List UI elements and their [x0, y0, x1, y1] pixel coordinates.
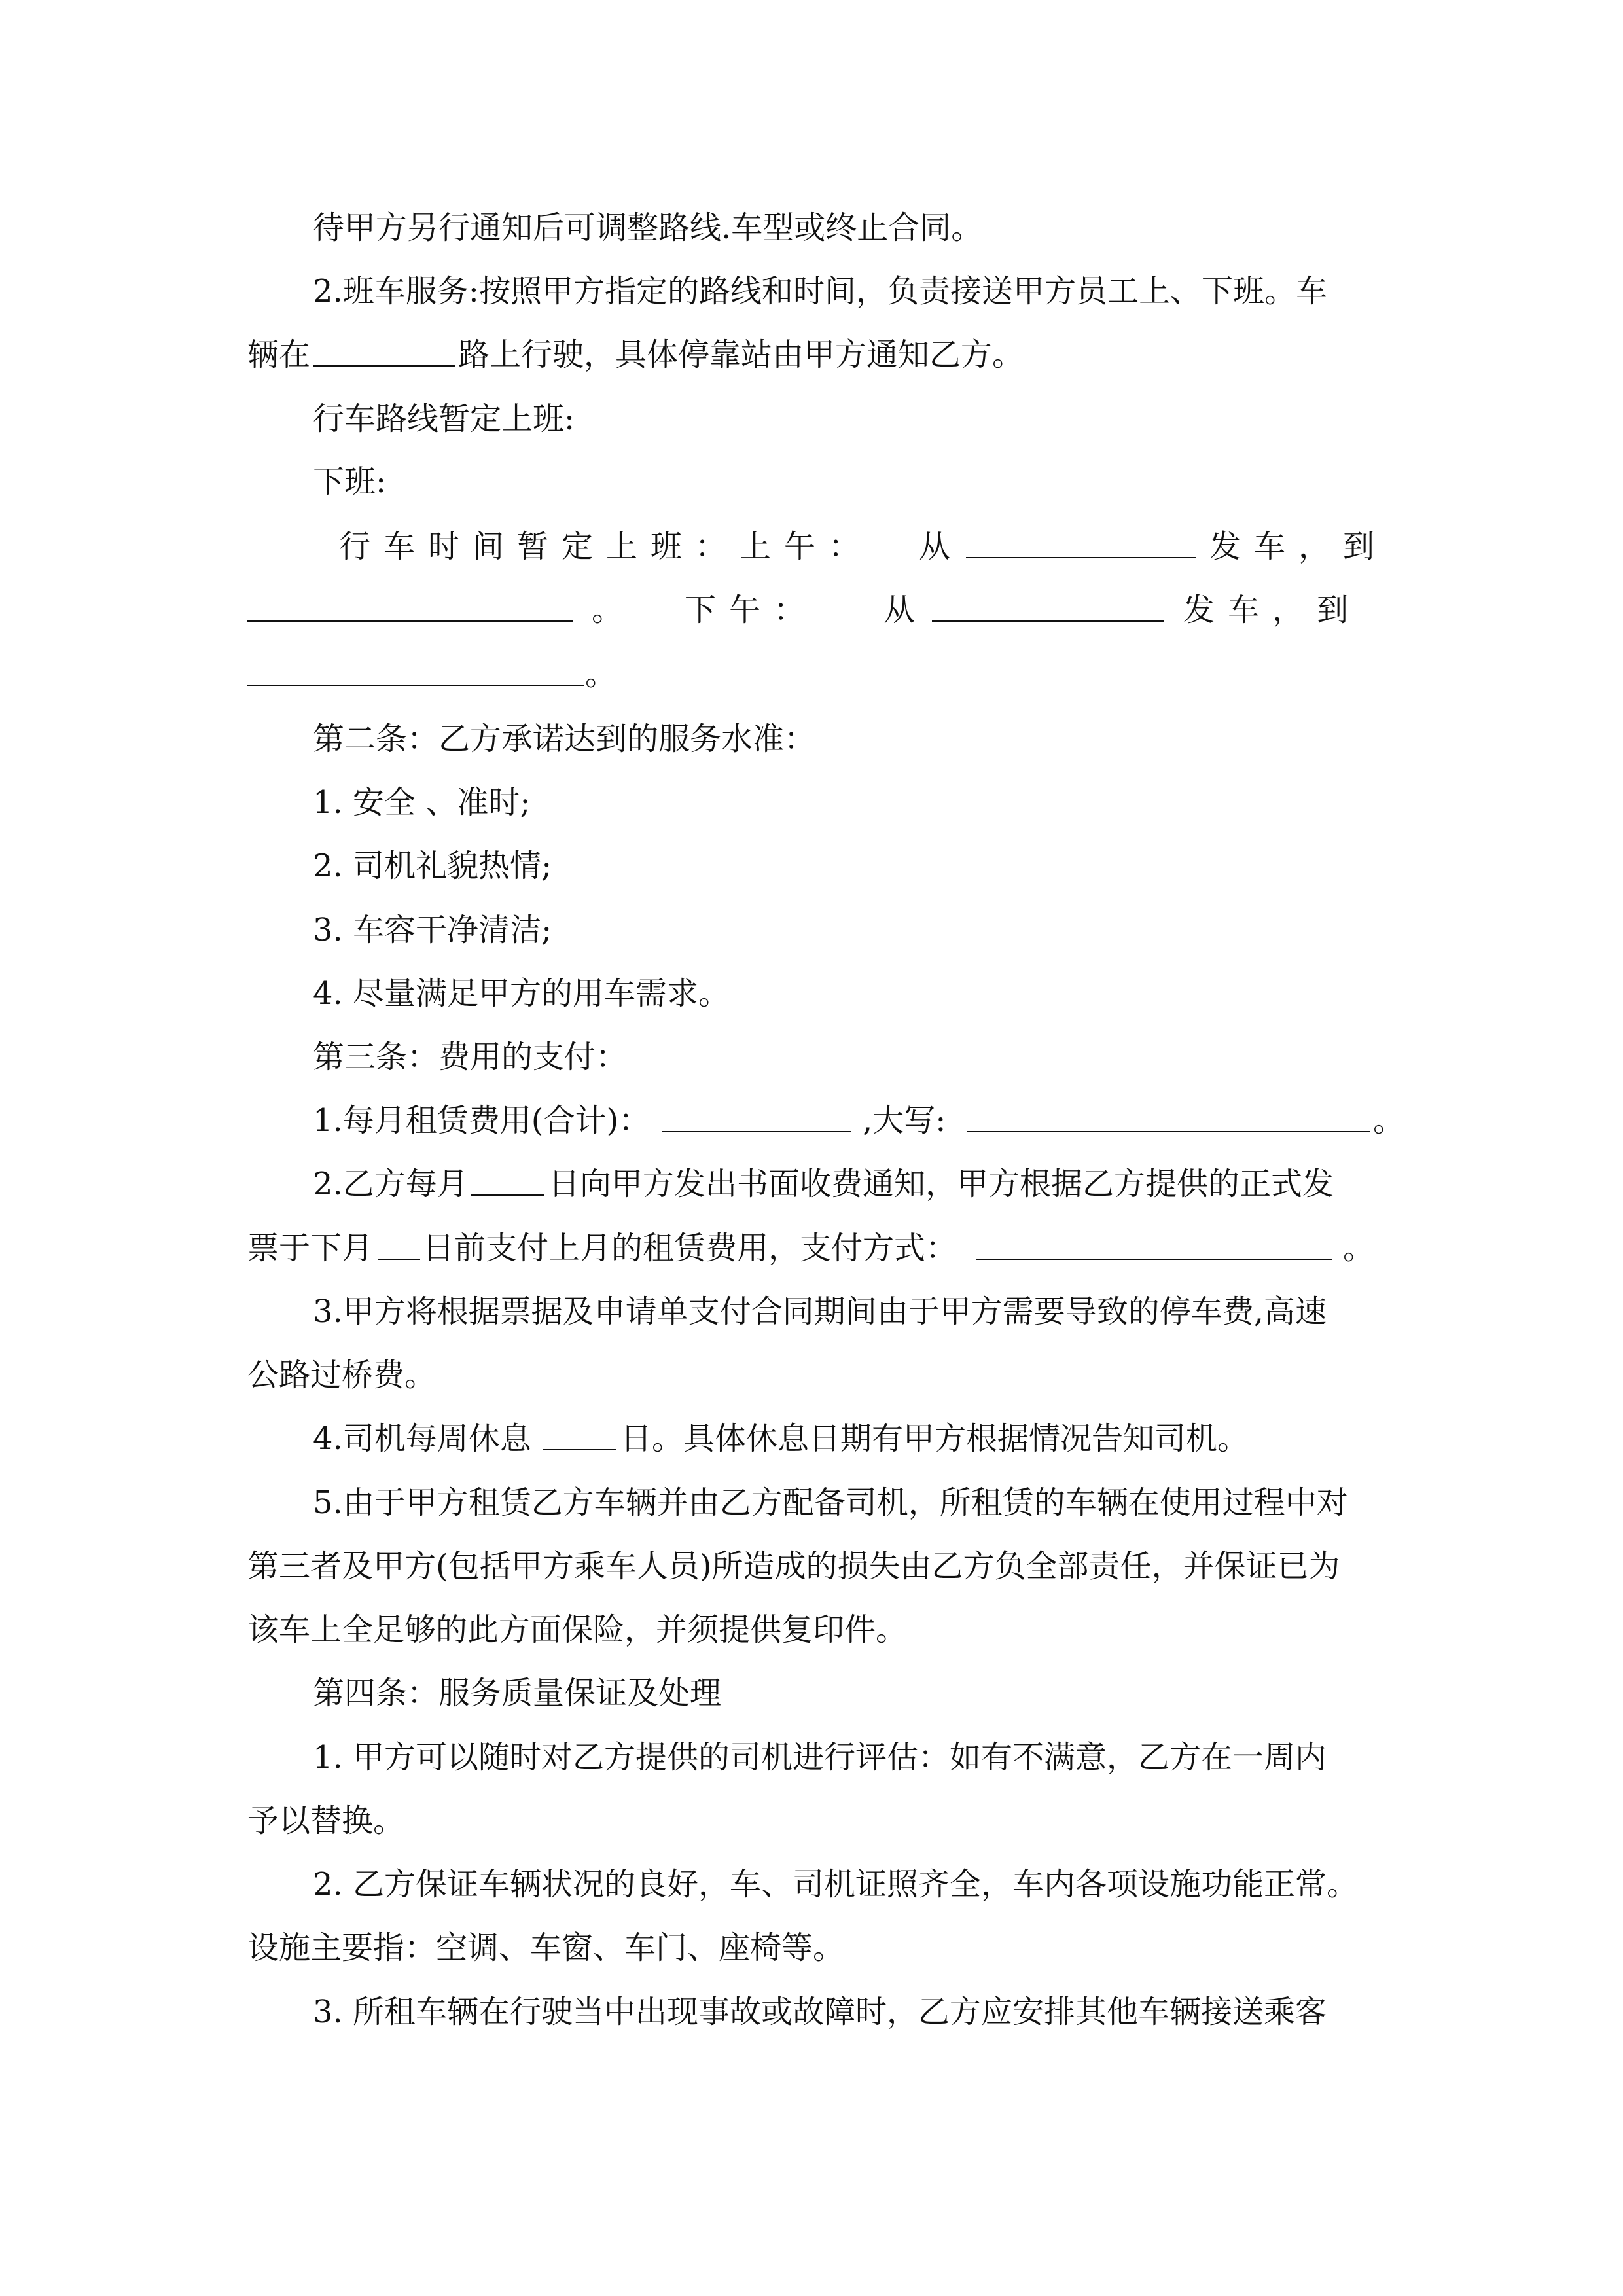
text-line — [0, 462, 1623, 501]
paragraph-text: 行车路线暂定上班: — [313, 401, 575, 437]
text-line — [0, 527, 1623, 566]
paragraph-text: 第三者及甲方(包括甲方乘车人员)所造成的损失由乙方负全部责任，并保证已为 — [247, 1548, 1340, 1585]
paragraph-text: 票于下月 — [247, 1230, 374, 1266]
fill-in-blank[interactable] — [471, 1194, 544, 1196]
text-line — [0, 1865, 1623, 1904]
paragraph-text: 2. 乙方保证车辆状况的良好，车、司机证照齐全，车内各项设施功能正常。 — [313, 1866, 1359, 1903]
text-line — [0, 335, 1623, 374]
paragraph-text: 下班: — [313, 463, 387, 500]
paragraph-text: 日前支付上月的租赁费用，支付方式： — [423, 1230, 957, 1266]
paragraph-text: 予以替换。 — [247, 1803, 405, 1839]
paragraph-text: 。 — [585, 656, 617, 692]
paragraph-text: 行车时间暂定上班：上午： — [339, 528, 874, 565]
section-heading: 第四条：服务质量保证及处理 — [313, 1675, 722, 1712]
paragraph-text: 下午： — [685, 592, 819, 628]
list-item: 1. 安全 、准时; — [313, 784, 531, 821]
fill-in-blank[interactable] — [378, 1259, 420, 1260]
fill-in-blank[interactable] — [976, 1259, 1332, 1260]
fill-in-blank[interactable] — [247, 620, 573, 622]
text-line — [0, 1801, 1623, 1840]
paragraph-text: 日。具体休息日期有甲方根据情况告知司机。 — [620, 1420, 1249, 1457]
fill-in-blank[interactable] — [966, 557, 1196, 558]
text-line — [0, 1164, 1623, 1204]
text-line — [0, 590, 1623, 630]
fill-in-blank[interactable] — [967, 1131, 1370, 1132]
fill-in-blank[interactable] — [662, 1131, 851, 1132]
paragraph-text: ,大写: — [863, 1102, 946, 1139]
section-heading: 第二条：乙方承诺达到的服务水准： — [313, 721, 816, 757]
text-line — [0, 1610, 1623, 1649]
paragraph-text: 。 — [1343, 1230, 1375, 1266]
text-line — [0, 208, 1623, 247]
fill-in-blank[interactable] — [543, 1449, 616, 1450]
paragraph-text: 发车，到 — [1183, 592, 1362, 628]
fill-in-blank[interactable] — [932, 620, 1164, 622]
section-heading: 第三条：费用的支付： — [313, 1039, 628, 1075]
text-line — [0, 1483, 1623, 1522]
paragraph-text: 公路过桥费。 — [247, 1357, 437, 1393]
text-line — [0, 1738, 1623, 1777]
fill-in-blank[interactable] — [313, 365, 455, 367]
paragraph-text: 。 — [592, 592, 624, 628]
text-line — [0, 272, 1623, 311]
text-line — [0, 719, 1623, 759]
paragraph-text: 2.班车服务:按照甲方指定的路线和时间，负责接送甲方员工上、下班。车 — [313, 273, 1327, 310]
fill-in-blank[interactable] — [247, 685, 584, 686]
text-line — [0, 655, 1623, 694]
paragraph-text: 从 — [883, 592, 916, 628]
text-line — [0, 783, 1623, 822]
list-item: 2. 司机礼貌热情; — [313, 848, 552, 884]
text-line — [0, 399, 1623, 439]
text-line — [0, 1419, 1623, 1458]
text-line — [0, 1101, 1623, 1140]
paragraph-text: 从 — [919, 528, 951, 565]
text-line — [0, 974, 1623, 1013]
paragraph-text: 1.每月租赁费用(合计)： — [313, 1102, 651, 1139]
text-line — [0, 1928, 1623, 1967]
text-line — [0, 1992, 1623, 2032]
paragraph-text: 5.由于甲方租赁乙方车辆并由乙方配备司机，所租赁的车辆在使用过程中对 — [313, 1484, 1348, 1521]
paragraph-text: 待甲方另行通知后可调整路线.车型或终止合同。 — [313, 209, 983, 246]
paragraph-text: 。 — [1373, 1102, 1405, 1139]
text-line — [0, 1292, 1623, 1331]
text-line — [0, 1037, 1623, 1077]
paragraph-text: 4.司机每周休息 — [313, 1420, 531, 1457]
paragraph-text: 辆在 — [247, 336, 311, 373]
text-line — [0, 1547, 1623, 1586]
list-item: 4. 尽量满足甲方的用车需求。 — [313, 975, 730, 1012]
paragraph-text: 该车上全足够的此方面保险，并须提供复印件。 — [247, 1611, 908, 1648]
paragraph-text: 日向甲方发出书面收费通知，甲方根据乙方提供的正式发 — [548, 1166, 1334, 1202]
text-line — [0, 910, 1623, 950]
paragraph-text: 3. 所租车辆在行驶当中出现事故或故障时，乙方应安排其他车辆接送乘客 — [313, 1994, 1327, 2030]
text-line — [0, 1674, 1623, 1713]
text-line — [0, 1355, 1623, 1395]
paragraph-text: 路上行驶，具体停靠站由甲方通知乙方。 — [458, 336, 1024, 373]
list-item: 3. 车容干净清洁; — [313, 912, 552, 948]
paragraph-text: 3.甲方将根据票据及申请单支付合同期间由于甲方需要导致的停车费,高速 — [313, 1293, 1327, 1330]
paragraph-text: 设施主要指：空调、车窗、车门、座椅等。 — [247, 1929, 845, 1966]
text-line — [0, 846, 1623, 886]
paragraph-text: 2.乙方每月 — [313, 1166, 469, 1202]
paragraph-text: 1. 甲方可以随时对乙方提供的司机进行评估：如有不满意，乙方在一周内 — [313, 1739, 1327, 1776]
paragraph-text: 发车，到 — [1209, 528, 1388, 565]
text-line — [0, 1229, 1623, 1268]
